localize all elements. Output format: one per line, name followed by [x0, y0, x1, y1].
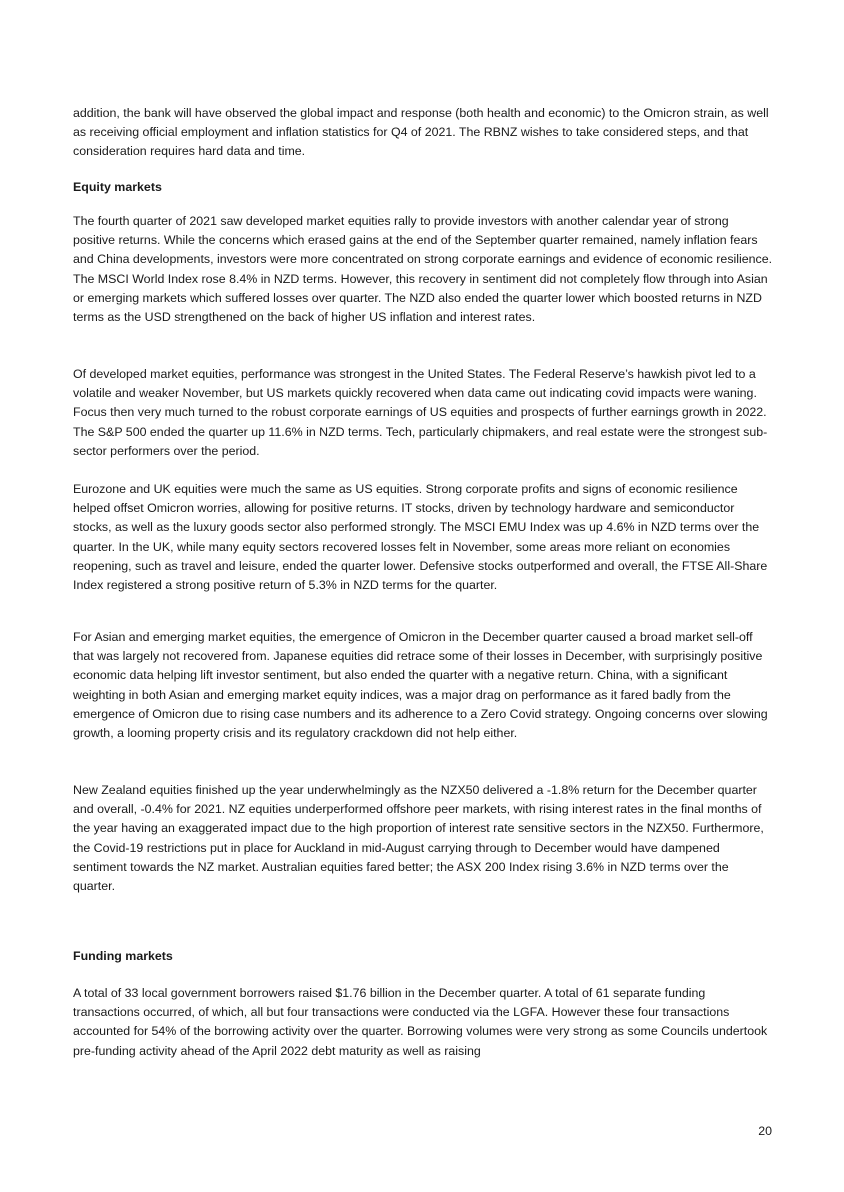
funding-markets-heading: Funding markets	[73, 949, 173, 963]
equity-markets-heading: Equity markets	[73, 180, 162, 194]
equity-paragraph-4: For Asian and emerging market equities, the emergence of Omicron in the December quarter caused a broad market sell-off that was largely not recovered from. Japanese equities did retrace some of their losses in December, with surprisingly positive economic data helping lift investor sentiment, but also ended the quarter with a negative return. China, with a significant weighting in both Asian and emerging market equity indices, was a major drag on performance as it fared badly from the emergence of Omicron due to rising case numbers and its adherence to a Zero Covid strategy. Ongoing concerns over slowing growth, a looming property crisis and its regulatory crackdown did not help either.	[73, 630, 768, 741]
equity-paragraph-2: Of developed market equities, performance was strongest in the United States. The Federal Reserve’s hawkish pivot led to a volatile and weaker November, but US markets quickly recovered when data came out indicating covid impacts were waning. Focus then very much turned to the robust corporate earnings of US equities and prospects of further earnings growth in 2022. The S&P 500 ended the quarter up 11.6% in NZD terms. Tech, particularly chipmakers, and real estate were the strongest sub-sector performers over the period.	[73, 367, 768, 458]
intro-paragraph: addition, the bank will have observed the global impact and response (both health and economic) to the Omicron strain, as well as receiving official employment and inflation statistics for Q4 of 2021. The RBNZ wishes to take considered steps, and that consideration requires hard data and time.	[73, 106, 769, 159]
equity-paragraph-3: Eurozone and UK equities were much the same as US equities. Strong corporate profits and signs of economic resilience helped offset Omicron worries, allowing for positive returns. IT stocks, driven by technology hardware and semiconductor stocks, as well as the luxury goods sector also performed strongly. The MSCI EMU Index was up 4.6% in NZD terms over the quarter. In the UK, while many equity sectors recovered losses felt in November, some areas more reliant on economies reopening, such as travel and leisure, ended the quarter lower. Defensive stocks outperformed and overall, the FTSE All-Share Index registered a strong positive return of 5.3% in NZD terms for the quarter.	[73, 482, 768, 593]
equity-paragraph-1: The fourth quarter of 2021 saw developed market equities rally to provide investors with another calendar year of strong positive returns. While the concerns which erased gains at the end of the September quarter remained, namely inflation fears and China developments, investors were more concentrated on strong corporate earnings and evidence of economic resilience. The MSCI World Index rose 8.4% in NZD terms. However, this recovery in sentiment did not completely flow through into Asian or emerging markets which suffered losses over quarter. The NZD also ended the quarter lower which boosted returns in NZD terms as the USD strengthened on the back of higher US inflation and interest rates.	[73, 214, 773, 325]
funding-paragraph: A total of 33 local government borrowers raised $1.76 billion in the December quarter. A total of 61 separate funding transactions occurred, of which, all but four transactions were conducted via the LGFA. However these four transactions accounted for 54% of the borrowing activity over the quarter. Borrowing volumes were very strong as some Councils undertook pre-funding activity ahead of the April 2022 debt maturity as well as raising	[73, 986, 768, 1058]
equity-paragraph-5: New Zealand equities finished up the year underwhelmingly as the NZX50 delivered a -1.8% return for the December quarter and overall, -0.4% for 2021. NZ equities underperformed offshore peer markets, with rising interest rates in the final months of the year having an exaggerated impact due to the high proportion of interest rate sensitive sectors in the NZX50. Furthermore, the Covid-19 restrictions put in place for Auckland in mid-August carrying through to December would have dampened sentiment towards the NZ market. Australian equities fared better; the ASX 200 Index rising 3.6% in NZD terms over the quarter.	[73, 783, 764, 894]
page-number: 20	[758, 1124, 772, 1138]
